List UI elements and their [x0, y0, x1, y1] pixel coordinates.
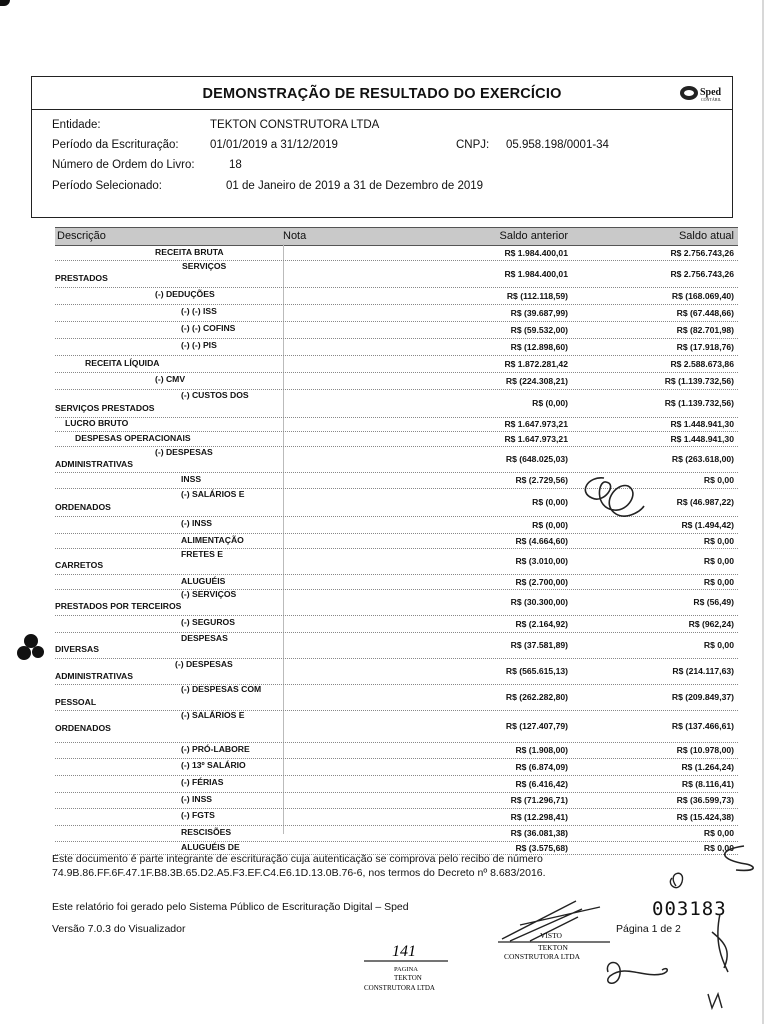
saldo-atual-cell: R$ 0,00: [703, 640, 734, 650]
saldo-anterior-cell: R$ (3.575,68): [515, 843, 568, 853]
saldo-atual-cell: R$ 1.448.941,30: [670, 419, 734, 429]
saldo-anterior-cell: R$ (262.282,80): [505, 692, 568, 702]
footer-version: Versão 7.0.3 do Visualizador: [52, 923, 186, 935]
row-description: (-) SALÁRIOS E: [181, 489, 245, 499]
selecionado-value: 01 de Janeiro de 2019 a 31 de Dezembro de 2019: [226, 180, 484, 192]
table-row: [55, 758, 738, 776]
row-description: (-) CUSTOS DOS: [181, 390, 249, 400]
table-row: [55, 355, 738, 373]
saldo-atual-cell: R$ (1.139.732,56): [664, 376, 734, 386]
saldo-anterior-cell: R$ (0,00): [532, 497, 568, 507]
saldo-anterior-cell: R$ (3.010,00): [515, 556, 568, 566]
table-row: [55, 742, 738, 759]
row-description: (-) FÉRIAS: [181, 777, 224, 787]
header-saldo-atual: Saldo atual: [678, 230, 734, 242]
saldo-atual-cell: R$ (1.264,24): [681, 762, 734, 772]
table-row: [55, 431, 738, 447]
saldo-anterior-cell: R$ (0,00): [532, 520, 568, 530]
cnpj-label: CNPJ:: [456, 139, 490, 151]
saldo-anterior-cell: R$ (2.729,56): [515, 475, 568, 485]
saldo-atual-cell: R$ 0,00: [703, 536, 734, 546]
row-description: RECEITA LÍQUIDA: [85, 358, 160, 368]
saldo-atual-cell: R$ (209.849,37): [671, 692, 734, 702]
saldo-anterior-cell: R$ (6.416,42): [515, 779, 568, 789]
table-row: [55, 615, 738, 633]
row-description: RESCISÕES: [181, 827, 232, 837]
saldo-atual-cell: R$ 0,00: [703, 577, 734, 587]
saldo-atual-cell: R$ (214.117,63): [672, 666, 734, 676]
svg-text:PAGINA: PAGINA: [394, 966, 418, 973]
saldo-anterior-cell: R$ (1.908,00): [515, 745, 568, 755]
selecionado-label: Período Selecionado:: [52, 180, 162, 192]
saldo-anterior-cell: R$ (0,00): [532, 398, 568, 408]
row-description: (-) DEDUÇÕES: [155, 289, 215, 299]
row-description: RECEITA BRUTA: [155, 247, 224, 257]
row-description: (-) INSS: [181, 794, 213, 804]
saldo-atual-cell: R$ (1.139.732,56): [664, 398, 734, 408]
row-description: ALUGUÉIS: [181, 576, 226, 586]
saldo-atual-cell: R$ 1.448.941,30: [670, 434, 734, 444]
saldo-atual-cell: R$ (962,24): [688, 619, 734, 629]
table-row: [55, 808, 738, 826]
row-description: (-) SERVIÇOS: [181, 589, 237, 599]
table-row: [55, 792, 738, 809]
saldo-anterior-cell: R$ 1.984.400,01: [504, 269, 568, 279]
row-description: FRETES E: [181, 549, 224, 559]
saldo-anterior-cell: R$ (37.581,89): [510, 640, 568, 650]
saldo-atual-cell: R$ (1.494,42): [681, 520, 734, 530]
saldo-anterior-cell: R$ (4.664,60): [515, 536, 568, 546]
saldo-atual-cell: R$ (8.116,41): [681, 779, 734, 789]
saldo-anterior-cell: R$ 1.872.281,42: [504, 359, 568, 369]
table-row: [55, 389, 738, 418]
table-row: [55, 533, 738, 549]
table-row: [55, 304, 738, 322]
ordem-label: Número de Ordem do Livro:: [52, 159, 195, 171]
punch-hole-mark: [14, 630, 48, 664]
saldo-atual-cell: R$ (137.466,61): [671, 721, 734, 731]
header-saldo-anterior: Saldo anterior: [499, 230, 568, 242]
saldo-anterior-cell: R$ (2.700,00): [515, 577, 568, 587]
pagina-stamp: [350, 935, 460, 997]
table-row: [55, 825, 738, 842]
saldo-atual-cell: R$ 2.756.743,26: [670, 248, 734, 258]
saldo-anterior-cell: R$ (224.308,21): [505, 376, 568, 386]
saldo-anterior-cell: R$ (71.296,71): [510, 795, 568, 805]
entity-info-box: [31, 110, 733, 218]
ordem-value: 18: [229, 159, 242, 171]
table-row: [55, 632, 738, 659]
saldo-atual-cell: R$ (82.701,98): [676, 325, 734, 335]
saldo-anterior-cell: R$ (127.407,79): [505, 721, 568, 731]
row-description: (-) (-) ISS: [181, 306, 217, 316]
saldo-atual-cell: R$ (168.069,40): [671, 291, 734, 301]
saldo-anterior-cell: R$ 1.984.400,01: [504, 248, 568, 258]
row-description-continued: ADMINISTRATIVAS: [55, 671, 133, 681]
row-description-continued: ADMINISTRATIVAS: [55, 459, 133, 469]
row-description: (-) PRÓ-LABORE: [181, 744, 250, 754]
table-row: [55, 260, 738, 288]
row-description: (-) INSS: [181, 518, 213, 528]
periodo-label: Período da Escrituração:: [52, 139, 179, 151]
table-row: [55, 589, 738, 616]
table-row: [55, 710, 738, 743]
row-description: (-) DESPESAS: [155, 447, 213, 457]
saldo-atual-cell: R$ 2.756.743,26: [670, 269, 734, 279]
saldo-anterior-cell: R$ (39.687,99): [510, 308, 568, 318]
saldo-anterior-cell: R$ (2.164,92): [515, 619, 568, 629]
row-description-continued: PRESTADOS: [55, 273, 108, 283]
saldo-anterior-cell: R$ (12.298,41): [510, 812, 568, 822]
table-row: [55, 417, 738, 432]
saldo-atual-cell: R$ 0,00: [703, 475, 734, 485]
row-description: (-) SEGUROS: [181, 617, 235, 627]
row-description-continued: PRESTADOS POR TERCEIROS: [55, 601, 182, 611]
footer-auth-line-2: 74.9B.86.FF.6F.47.1F.B8.3B.65.D2.A5.F3.EF.C4.E6.1D.13.0B.76-6, nos termos do Decreto nº 8.683/2016.: [52, 867, 546, 879]
saldo-atual-cell: R$ 0,00: [703, 828, 734, 838]
row-description-continued: CARRETOS: [55, 560, 104, 570]
page-stamp-number: 003183: [652, 898, 727, 920]
svg-text:141: 141: [392, 943, 416, 960]
svg-text:TEKTON: TEKTON: [394, 974, 422, 982]
table-row: [55, 548, 738, 575]
saldo-anterior-cell: R$ (565.615,13): [505, 666, 568, 676]
saldo-atual-cell: R$ 0,00: [703, 843, 734, 853]
svg-text:VISTO: VISTO: [540, 931, 562, 940]
row-description: (-) DESPESAS: [175, 659, 233, 669]
row-description-continued: ORDENADOS: [55, 502, 111, 512]
row-description: (-) 13º SALÁRIO: [181, 760, 246, 770]
table-header: [55, 227, 738, 246]
svg-text:Sped: Sped: [700, 87, 722, 98]
row-description-continued: DIVERSAS: [55, 644, 99, 654]
footer-sped-note: Este relatório foi gerado pelo Sistema Público de Escrituração Digital – Sped: [52, 901, 409, 913]
saldo-atual-cell: R$ 2.588.673,86: [670, 359, 734, 369]
table-row: [55, 245, 738, 261]
saldo-atual-cell: R$ (15.424,38): [676, 812, 734, 822]
row-description: DESPESAS OPERACIONAIS: [75, 433, 191, 443]
saldo-atual-cell: R$ (46.987,22): [676, 497, 734, 507]
saldo-atual-cell: R$ (17.918,76): [676, 342, 734, 352]
svg-text:CONSTRUTORA LTDA: CONSTRUTORA LTDA: [364, 984, 435, 992]
saldo-atual-cell: R$ 0,00: [703, 556, 734, 566]
row-description: ALUGUÉIS DE: [181, 842, 240, 852]
title-box: [31, 76, 733, 110]
header-descricao: Descrição: [57, 230, 106, 242]
table-row: [55, 658, 738, 685]
row-description: (-) SALÁRIOS E: [181, 710, 245, 720]
periodo-value: 01/01/2019 a 31/12/2019: [210, 139, 338, 151]
document-title: DEMONSTRAÇÃO DE RESULTADO DO EXERCÍCIO: [202, 86, 562, 102]
cnpj-value: 05.958.198/0001-34: [506, 139, 609, 151]
row-description: (-) (-) PIS: [181, 340, 217, 350]
saldo-anterior-cell: R$ (59.532,00): [510, 325, 568, 335]
saldo-anterior-cell: R$ (36.081,38): [510, 828, 568, 838]
row-description-continued: ORDENADOS: [55, 723, 111, 733]
svg-text:CONSTRUTORA LTDA: CONSTRUTORA LTDA: [504, 952, 581, 961]
saldo-anterior-cell: R$ (648.025,03): [505, 454, 568, 464]
table-row: [55, 684, 738, 711]
saldo-atual-cell: R$ (67.448,66): [676, 308, 734, 318]
table-row: [55, 287, 738, 305]
saldo-anterior-cell: R$ (6.874,09): [515, 762, 568, 772]
row-description: (-) (-) COFINS: [181, 323, 236, 333]
saldo-atual-cell: R$ (56,49): [693, 597, 734, 607]
svg-text:TEKTON: TEKTON: [538, 943, 568, 952]
table-row: [55, 446, 738, 473]
sped-logo-icon: [678, 82, 726, 104]
footer-auth-line-1: Este documento é parte integrante de escrituração cuja autenticação se comprova pelo recibo de número: [52, 853, 543, 865]
entidade-value: TEKTON CONSTRUTORA LTDA: [210, 119, 380, 131]
row-description: (-) FGTS: [181, 810, 215, 820]
table-row: [55, 372, 738, 390]
row-description: LUCRO BRUTO: [65, 418, 129, 428]
page-indicator: Página 1 de 2: [616, 923, 681, 935]
table-row: [55, 775, 738, 793]
row-description: ALIMENTAÇÃO: [181, 535, 244, 545]
saldo-anterior-cell: R$ (12.898,60): [510, 342, 568, 352]
handwritten-initials: [570, 470, 650, 524]
table-row: [55, 321, 738, 339]
saldo-atual-cell: R$ (263.618,00): [671, 454, 734, 464]
entidade-label: Entidade:: [52, 119, 101, 131]
row-description-continued: PESSOAL: [55, 697, 97, 707]
row-description-continued: SERVIÇOS PRESTADOS: [55, 403, 155, 413]
handwritten-signatures: [596, 842, 766, 1024]
svg-text:CONTÁBIL: CONTÁBIL: [701, 97, 722, 102]
row-description: (-) CMV: [155, 374, 186, 384]
saldo-anterior-cell: R$ 1.647.973,21: [504, 419, 568, 429]
saldo-anterior-cell: R$ (112.118,59): [506, 291, 568, 301]
saldo-atual-cell: R$ (10.978,00): [676, 745, 734, 755]
saldo-anterior-cell: R$ 1.647.973,21: [504, 434, 568, 444]
row-description: (-) DESPESAS COM: [181, 684, 262, 694]
saldo-anterior-cell: R$ (30.300,00): [510, 597, 568, 607]
saldo-atual-cell: R$ (36.599,73): [676, 795, 734, 805]
row-description: INSS: [181, 474, 202, 484]
row-description: DESPESAS: [181, 633, 228, 643]
table-row: [55, 574, 738, 590]
table-row: [55, 338, 738, 356]
row-description: SERVIÇOS: [182, 261, 227, 271]
scan-corner-mark: [0, 0, 10, 6]
header-nota: Nota: [283, 230, 307, 242]
